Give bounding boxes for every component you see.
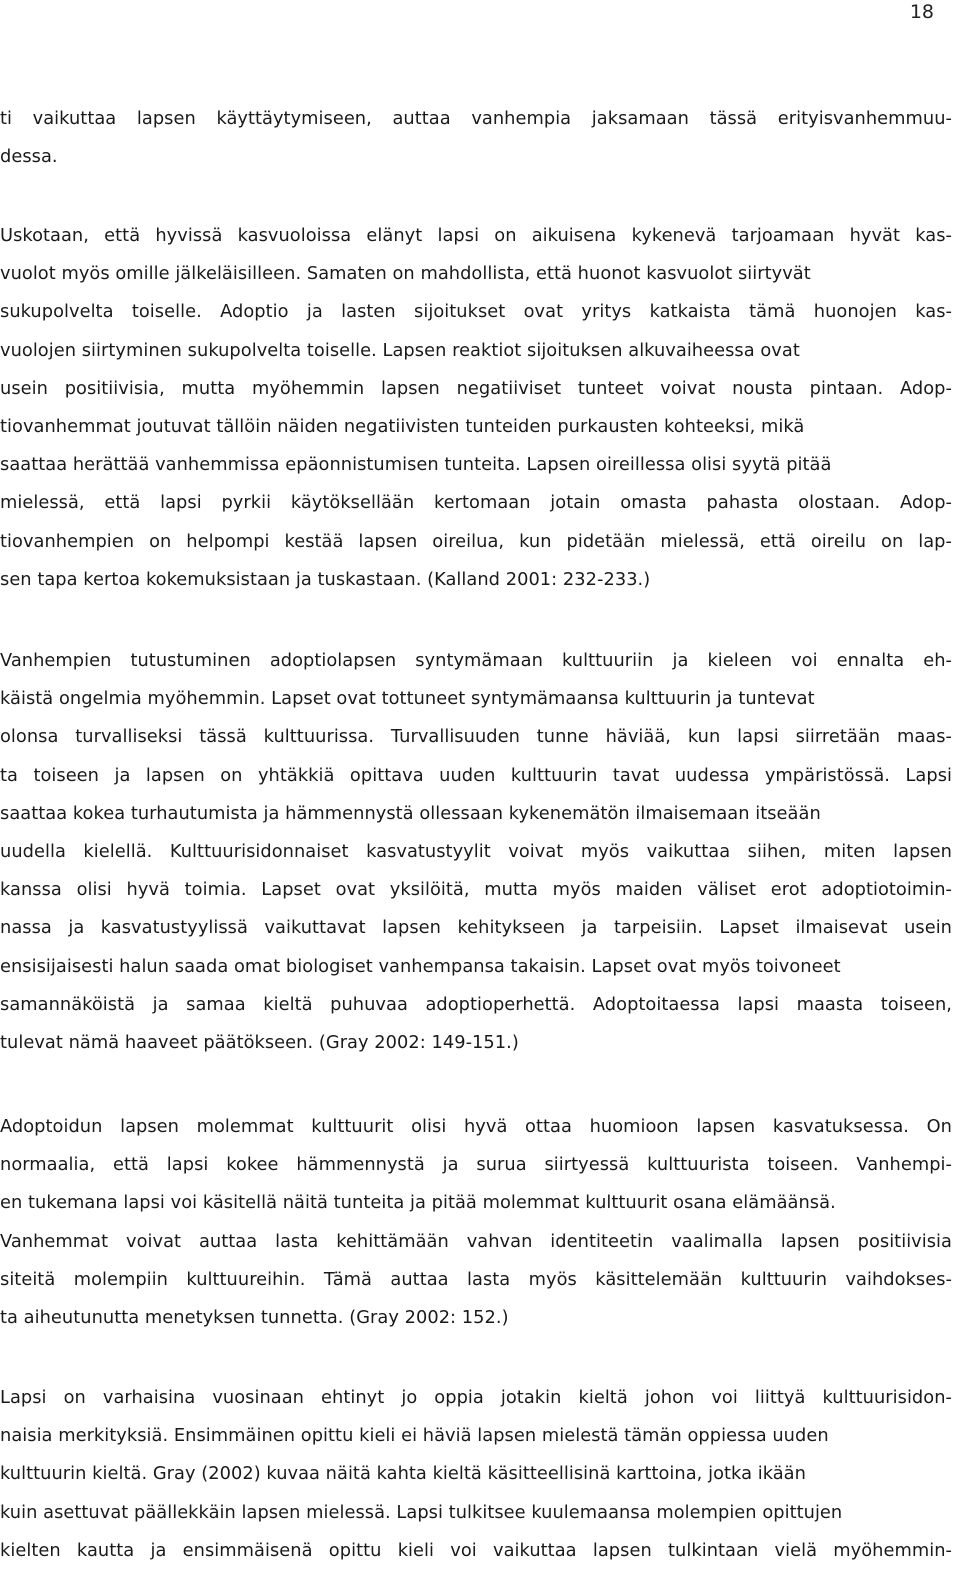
text-line: Lapsi on varhaisina vuosinaan ehtinyt jo oppia jotakin kieltä johon voi liittyä kulttuurisidon- <box>0 1387 952 1408</box>
text-line: ti vaikuttaa lapsen käyttäytymiseen, auttaa vanhempia jaksamaan tässä erityisvanhemmuu- <box>0 108 952 129</box>
text-line: saattaa herättää vanhemmissa epäonnistumisen tunteita. Lapsen oireillessa olisi syytä pitää <box>0 454 832 476</box>
text-line: Vanhempien tutustuminen adoptiolapsen syntymämaan kulttuuriin ja kieleen voi ennalta eh- <box>0 650 952 671</box>
text-line: tiovanhemmat joutuvat tällöin näiden negatiivisten tunteiden purkausten kohteeksi, mikä <box>0 415 805 437</box>
text-line: saattaa kokea turhautumista ja hämmennystä ollessaan kykenemätön ilmaisemaan itseään <box>0 802 821 824</box>
paragraph-4 <box>0 1108 952 1337</box>
text-line: ta toiseen ja lapsen on yhtäkkiä opittava uuden kulttuurin tavat uudessa ympäristössä. Lapsi <box>0 764 952 786</box>
text-line: Uskotaan, että hyvissä kasvuoloissa elänyt lapsi on aikuisena kykenevä tarjoamaan hyvät kas- <box>0 225 952 246</box>
text-line: tulevat nämä haaveet päätökseen. (Gray 2002: 149-151.) <box>0 1031 519 1053</box>
text-line: normaalia, että lapsi kokee hämmennystä ja surua siirtyessä kulttuurista toiseen. Vanhempi- <box>0 1154 952 1176</box>
text-line: ta aiheutunutta menetyksen tunnetta. (Gray 2002: 152.) <box>0 1306 509 1328</box>
text-line: Vanhemmat voivat auttaa lasta kehittämään vahvan identiteetin vaalimalla lapsen positiivisia <box>0 1230 952 1252</box>
text-line: naisia merkityksiä. Ensimmäinen opittu kieli ei häviä lapsen mielestä tämän oppiessa uuden <box>0 1425 829 1447</box>
text-line: dessa. <box>0 146 58 168</box>
text-line: Adoptoidun lapsen molemmat kulttuurit olisi hyvä ottaa huomioon lapsen kasvatuksessa. On <box>0 1116 952 1137</box>
text-line: käistä ongelmia myöhemmin. Lapset ovat tottuneet syntymämaansa kulttuurin ja tuntevat <box>0 688 815 710</box>
text-line: kielten kautta ja ensimmäisenä opittu kieli voi vaikuttaa lapsen tulkintaan vielä myöhemmin- <box>0 1539 952 1561</box>
text-line: uudella kielellä. Kulttuurisidonnaiset kasvatustyylit voivat myös vaikuttaa siihen, miten lapsen <box>0 840 952 862</box>
page-number: 18 <box>909 1 934 23</box>
text-line: en tukemana lapsi voi käsitellä näitä tunteita ja pitää molemmat kulttuurit osana elämäänsä. <box>0 1192 836 1214</box>
text-line: vuolot myös omille jälkeläisilleen. Samaten on mahdollista, että huonot kasvuolot siirtyvät <box>0 263 811 285</box>
text-line: mielessä, että lapsi pyrkii käytöksellään kertomaan jotain omasta pahasta olostaan. Adop- <box>0 492 952 514</box>
text-line: siteitä molempiin kulttuureihin. Tämä auttaa lasta myös käsittelemään kulttuurin vaihdokses- <box>0 1268 952 1290</box>
paragraph-2 <box>0 217 952 599</box>
paragraph-3 <box>0 642 952 1062</box>
text-line: usein positiivisia, mutta myöhemmin lapsen negatiiviset tunteet voivat nousta pintaan. Adop- <box>0 377 952 399</box>
text-line: olonsa turvalliseksi tässä kulttuurissa. Turvallisuuden tunne häviää, kun lapsi siirretään maas- <box>0 726 952 748</box>
text-line: tiovanhempien on helpompi kestää lapsen oireilua, kun pidetään mielessä, että oireilu on lap- <box>0 530 952 552</box>
text-line: kuin asettuvat päällekkäin lapsen mielessä. Lapsi tulkitsee kuulemaansa molempien opittujen <box>0 1501 843 1523</box>
text-line: sen tapa kertoa kokemuksistaan ja tuskastaan. (Kalland 2001: 232-233.) <box>0 568 651 590</box>
text-line: kulttuurin kieltä. Gray (2002) kuvaa näitä kahta kieltä käsitteellisinä karttoina, jotka ikään <box>0 1463 806 1485</box>
text-line: ensisijaisesti halun saada omat biologiset vanhempansa takaisin. Lapset ovat myös toivoneet <box>0 955 841 977</box>
text-line: vuolojen siirtyminen sukupolvelta toiselle. Lapsen reaktiot sijoituksen alkuvaiheessa ovat <box>0 339 800 361</box>
text-line: nassa ja kasvatustyylissä vaikuttavat lapsen kehitykseen ja tarpeisiin. Lapset ilmaisevat usein <box>0 917 952 939</box>
paragraph-5 <box>0 1379 952 1570</box>
text-line: samannäköistä ja samaa kieltä puhuvaa adoptioperhettä. Adoptoitaessa lapsi maasta toiseen, <box>0 993 952 1015</box>
text-line: sukupolvelta toiselle. Adoptio ja lasten sijoitukset ovat yritys katkaista tämä huonojen kas- <box>0 301 952 323</box>
paragraph-1 <box>0 100 952 176</box>
text-line: kanssa olisi hyvä toimia. Lapset ovat yksilöitä, mutta myös maiden väliset erot adoptiotoimin- <box>0 879 952 901</box>
